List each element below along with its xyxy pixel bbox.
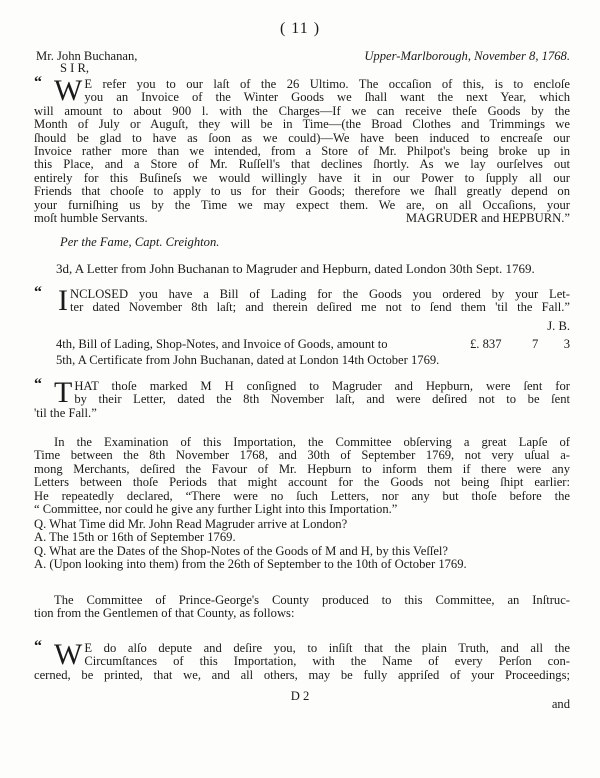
dateline: Upper-Marlborough, November 8, 1768. bbox=[364, 49, 570, 63]
addressee: Mr. John Buchanan, bbox=[36, 49, 138, 63]
letter-1-line: entirely for this Buſineſs we would willingly have it in our Power to ſupply all our bbox=[34, 171, 570, 185]
letter-1-line: you an Invoice of the Winter Goods we ſhall want the next Year, which bbox=[84, 91, 570, 105]
committee-line: The Committee of Prince-George's County produced to this Committee, an Inſtruc- bbox=[54, 594, 570, 607]
letter-4-line: E do alſo depute and deſire you, to inſiſt that the plain Truth, and all the bbox=[84, 642, 570, 655]
letter-2 bbox=[34, 284, 570, 317]
item-4 bbox=[56, 338, 570, 351]
amount-pence: 3 bbox=[563, 337, 570, 351]
signature-mark: D 2 bbox=[290, 689, 310, 703]
qa-line: A. The 15th or 16th of September 1769. bbox=[34, 531, 236, 545]
qa-line: Q. What are the Dates of the Shop-Notes of the Goods of M and H, by this Veſſel? bbox=[34, 544, 448, 558]
letter-3-line: by their Letter, dated the 8th November laſt, and were deſired not to be ſent bbox=[74, 393, 570, 407]
qa-line: A. (Upon looking into them) from the 26th of September to the 10th of October 1769. bbox=[34, 558, 467, 572]
item-4-text: 4th, Bill of Lading, Shop-Notes, and Invoice of Goods, amount to bbox=[56, 337, 388, 351]
drop-cap: W bbox=[54, 638, 83, 671]
open-quote: “ bbox=[34, 284, 42, 301]
initials: J. B. bbox=[547, 319, 570, 333]
qa-block bbox=[34, 518, 570, 572]
letter-1-line: Invoice rather more than we intended, from a Store of Mr. Philpot's being broke up in bbox=[34, 145, 570, 159]
letter-3 bbox=[34, 376, 570, 420]
exam-line: In the Examination of this Importation, the Committee obſerving a great Lapſe of bbox=[54, 436, 570, 449]
committee-paragraph bbox=[34, 594, 570, 621]
letter-1-line: this Place, and a Store of Mr. Ruſſell's that declines ſhortly. As we lay ourſelves out bbox=[34, 158, 570, 172]
drop-cap: W bbox=[54, 74, 83, 107]
letter-2-line: ter dated November 8th laſt; and therein deſired me not to ſend them 'til the Fall.” bbox=[70, 301, 570, 315]
open-quote: “ bbox=[34, 376, 42, 393]
letter-1-line: your furniſhing us by the Time we may expect them. We are, on all Occaſions, your bbox=[34, 198, 570, 212]
signature: MAGRUDER and HEPBURN.” bbox=[405, 211, 570, 226]
item-5: 5th, A Certificate from John Buchanan, dated at London 14th October 1769. bbox=[56, 354, 440, 367]
open-quote: “ bbox=[34, 638, 42, 655]
letter-1-line: moſt humble Servants. bbox=[34, 211, 148, 226]
examination-paragraph bbox=[34, 436, 570, 516]
letter-2-line: NCLOSED you have a Bill of Lading for the Goods you ordered by your Let- bbox=[70, 288, 570, 301]
letter-1 bbox=[34, 74, 570, 226]
drop-cap: T bbox=[54, 376, 73, 409]
letter-1-line: will amount to about 900 l. with the Charges—If we can receive theſe Goods by the bbox=[34, 104, 570, 118]
exam-line: Time between the 8th November 1768, and 30th of September 1769, not very uſual a- bbox=[34, 449, 570, 463]
letter-1-line: E refer you to our laſt of the 26 Ultimo. The occaſion of this, is to encloſe bbox=[84, 78, 570, 91]
sir-line: S I R, bbox=[60, 61, 90, 75]
catchword: and bbox=[551, 697, 570, 711]
page-number: ( 11 ) bbox=[279, 20, 321, 37]
letter-1-line: Month of July or Auguſt, they will be in Time—(the Broad Clothes and Trimmings we bbox=[34, 118, 570, 132]
letter-4-line: cerned, be printed, that we, and all others, may be fully appriſed of your Proceedings; bbox=[34, 668, 570, 682]
drop-cap: I bbox=[58, 284, 68, 317]
committee-line: tion from the Gentlemen of that County, as follows: bbox=[34, 607, 295, 621]
exam-line: Letters between thoſe Periods that might account for the Goods not being ſhipt earlier: bbox=[34, 476, 570, 490]
exam-line: mong Merchants, deſired the Favour of Mr. Hepburn to inform them if there were any bbox=[34, 462, 570, 476]
letter-3-line: HAT thoſe marked M H conſigned to Magruder and Hepburn, were ſent for bbox=[74, 380, 570, 393]
exam-line: He repeatedly declared, “There were no ſuch Letters, nor any but thoſe before the bbox=[34, 489, 570, 503]
closing-row bbox=[34, 212, 570, 225]
open-quote: “ bbox=[34, 74, 42, 91]
letter-1-line: ſhould be glad to have as ſoon as we could)—We have been induced to encreaſe our bbox=[34, 131, 570, 145]
item-3: 3d, A Letter from John Buchanan to Magruder and Hepburn, dated London 30th Sept. 1769. bbox=[56, 262, 535, 276]
letter-4 bbox=[34, 638, 570, 682]
letter-3-line: 'til the Fall.” bbox=[34, 406, 97, 420]
amount-shillings: 7 bbox=[532, 337, 539, 351]
per-line: Per the Fame, Capt. Creighton. bbox=[60, 235, 220, 249]
exam-line: “ Committee, nor could he give any further Light into this Importation.” bbox=[34, 503, 398, 517]
qa-line: Q. What Time did Mr. John Read Magruder arrive at London? bbox=[34, 518, 348, 531]
amount-pounds: £. 837 bbox=[470, 337, 502, 351]
letter-1-line: Friends that chooſe to apply to us for their Goods; therefore we ſhall greatly depend on bbox=[34, 185, 570, 199]
letter-4-line: Circumſtances of this Importation, with the Name of every Perſon con- bbox=[84, 655, 570, 669]
